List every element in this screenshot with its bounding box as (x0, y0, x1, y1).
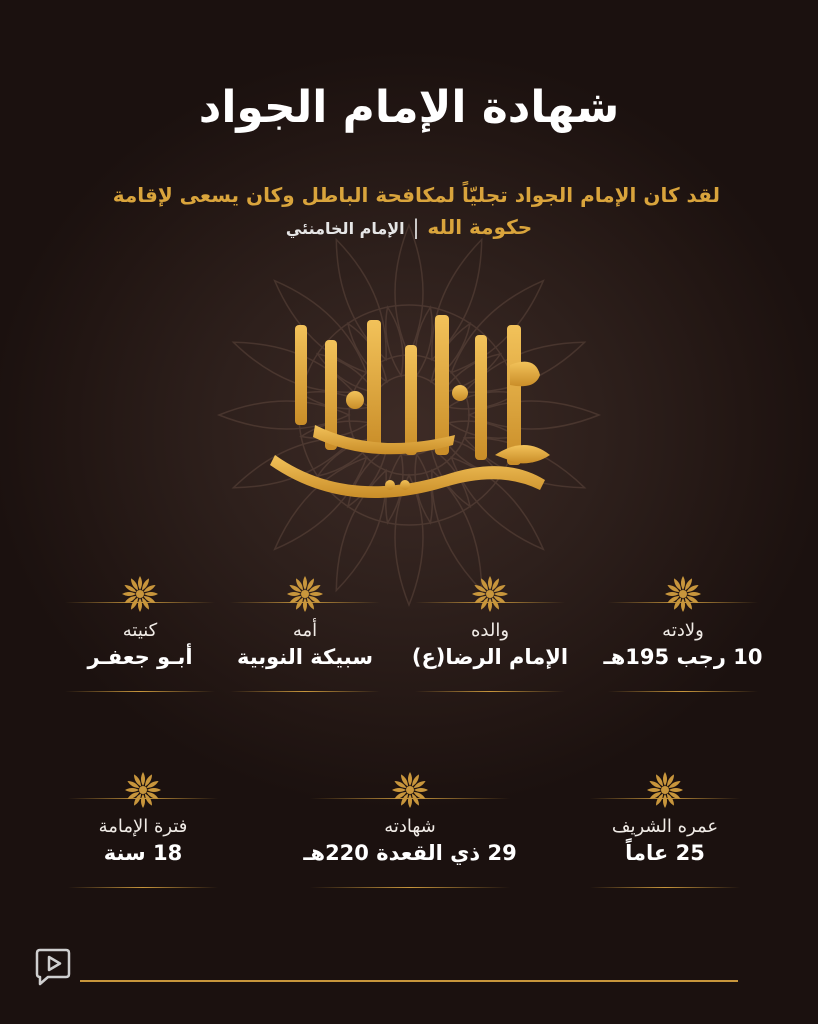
mandala-ornament-icon (325, 768, 495, 808)
ornament-petal (665, 592, 679, 596)
divider (65, 691, 215, 692)
ornament-petal (141, 794, 145, 808)
ornament-petal (663, 772, 667, 786)
calligraphy-logo (255, 305, 565, 515)
ornament-petal (125, 788, 139, 792)
page-title: شهادة الإمام الجواد (198, 82, 620, 133)
info-martyrdom (300, 768, 520, 888)
ornament-petal (488, 576, 492, 590)
divider (65, 602, 215, 603)
ornament-petal (472, 592, 486, 596)
divider (230, 602, 380, 603)
divider (590, 798, 740, 799)
info-label: فترة الإمامة (98, 816, 188, 837)
ornament-petal (647, 788, 661, 792)
divider (310, 887, 510, 888)
ornament-petal (309, 592, 323, 596)
info-value: 18 سنة (103, 841, 183, 865)
info-father (405, 572, 575, 692)
ornament-petal (681, 576, 685, 590)
info-label: شهادته (384, 816, 436, 837)
ornament-petal (687, 592, 701, 596)
divider (608, 602, 758, 603)
ornament-petal (147, 788, 161, 792)
mandala-ornament-icon (58, 768, 228, 808)
info-label: كنيته (122, 620, 158, 641)
ornament-petal (144, 592, 158, 596)
ornament-center (136, 590, 144, 598)
quote-separator: | (412, 215, 420, 239)
quote-line-1: لقد كان الإمام الجواد تجليّاً لمكافحة الباطل وكان يسعى لإقامة (112, 183, 720, 207)
ornament-center (406, 786, 414, 794)
info-birth (598, 572, 768, 692)
divider (590, 887, 740, 888)
ornament-petal (122, 592, 136, 596)
mandala-ornament-icon (405, 572, 575, 612)
ornament-petal (488, 598, 492, 612)
info-value: الإمام الرضا(ع) (411, 645, 569, 669)
ornament-petal (303, 598, 307, 612)
ornament-petal (408, 772, 412, 786)
info-mother (220, 572, 390, 692)
quote-line-2-text: حكومة الله (427, 215, 533, 239)
divider (68, 887, 218, 888)
ornament-petal (663, 794, 667, 808)
mandala-ornament-icon (55, 572, 225, 612)
play-icon[interactable] (34, 946, 72, 986)
ornament-petal (669, 788, 683, 792)
ornament-petal (494, 592, 508, 596)
ornament-petal (141, 772, 145, 786)
ornament-petal (392, 788, 406, 792)
quote-line-2 (0, 212, 818, 244)
info-label: أمه (292, 620, 318, 641)
info-value: 25 عاماً (625, 841, 705, 865)
ornament-petal (138, 598, 142, 612)
ornament-petal (138, 576, 142, 590)
divider (415, 602, 565, 603)
ornament-petal (681, 598, 685, 612)
divider (230, 691, 380, 692)
info-kunya (55, 572, 225, 692)
ornament-center (301, 590, 309, 598)
mandala-ornament-icon (598, 572, 768, 612)
ornament-center (679, 590, 687, 598)
info-label: ولادته (662, 620, 704, 641)
divider (68, 798, 218, 799)
info-value: 29 ذي القعدة 220هـ (303, 841, 517, 865)
ornament-petal (287, 592, 301, 596)
quote-author: الإمام الخامنئي (285, 219, 405, 238)
info-age (580, 768, 750, 888)
mandala-ornament-icon (580, 768, 750, 808)
ornament-petal (414, 788, 428, 792)
info-imamate-period (58, 768, 228, 888)
ornament-petal (408, 794, 412, 808)
ornament-center (139, 786, 147, 794)
ornament-center (661, 786, 669, 794)
divider (310, 798, 510, 799)
divider (608, 691, 758, 692)
ornament-center (486, 590, 494, 598)
info-value: أبـو جعفـر (87, 645, 193, 669)
mandala-ornament-icon (220, 572, 390, 612)
info-label: عمره الشريف (611, 816, 719, 837)
info-value: 10 رجب 195هـ (603, 645, 763, 669)
divider (415, 691, 565, 692)
footer-divider (80, 980, 738, 982)
ornament-petal (303, 576, 307, 590)
info-value: سبيكة النوبية (236, 645, 374, 669)
info-label: والده (470, 620, 510, 641)
